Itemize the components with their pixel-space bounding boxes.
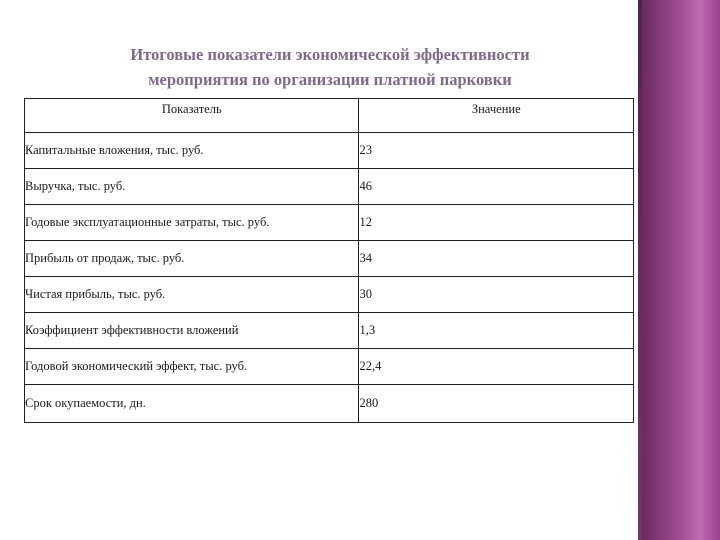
row-indicator-name: Годовой экономический эффект, тыс. руб. xyxy=(25,349,359,385)
row-indicator-name: Чистая прибыль, тыс. руб. xyxy=(25,277,359,313)
row-indicator-value: 34 xyxy=(359,241,634,277)
table-row xyxy=(25,169,634,205)
table-row xyxy=(25,349,634,385)
row-indicator-name: Коэффициент эффективности вложений xyxy=(25,313,359,349)
row-indicator-name: Срок окупаемости, дн. xyxy=(25,385,359,423)
table-row xyxy=(25,205,634,241)
row-indicator-value: 30 xyxy=(359,277,634,313)
table-header-row xyxy=(25,99,634,133)
row-indicator-name: Годовые эксплуатационные затраты, тыс. руб. xyxy=(25,205,359,241)
row-indicator-value: 23 xyxy=(359,133,634,169)
slide-title-line-1: Итоговые показатели экономической эффективности xyxy=(130,45,530,64)
metrics-table xyxy=(24,98,634,423)
row-indicator-value: 12 xyxy=(359,205,634,241)
row-indicator-name: Капитальные вложения, тыс. руб. xyxy=(25,133,359,169)
decorative-side-panel xyxy=(642,0,720,540)
table-row xyxy=(25,313,634,349)
row-indicator-value: 1,3 xyxy=(359,313,634,349)
table-row xyxy=(25,385,634,423)
column-header-indicator: Показатель xyxy=(25,99,359,133)
slide-title xyxy=(20,42,640,92)
slide-title-line-2: мероприятия по организации платной парковки xyxy=(148,70,512,89)
column-header-value: Значение xyxy=(359,99,634,133)
row-indicator-value: 280 xyxy=(359,385,634,423)
row-indicator-name: Выручка, тыс. руб. xyxy=(25,169,359,205)
table-row xyxy=(25,133,634,169)
row-indicator-value: 46 xyxy=(359,169,634,205)
table-row xyxy=(25,241,634,277)
row-indicator-value: 22,4 xyxy=(359,349,634,385)
table-row xyxy=(25,277,634,313)
row-indicator-name: Прибыль от продаж, тыс. руб. xyxy=(25,241,359,277)
